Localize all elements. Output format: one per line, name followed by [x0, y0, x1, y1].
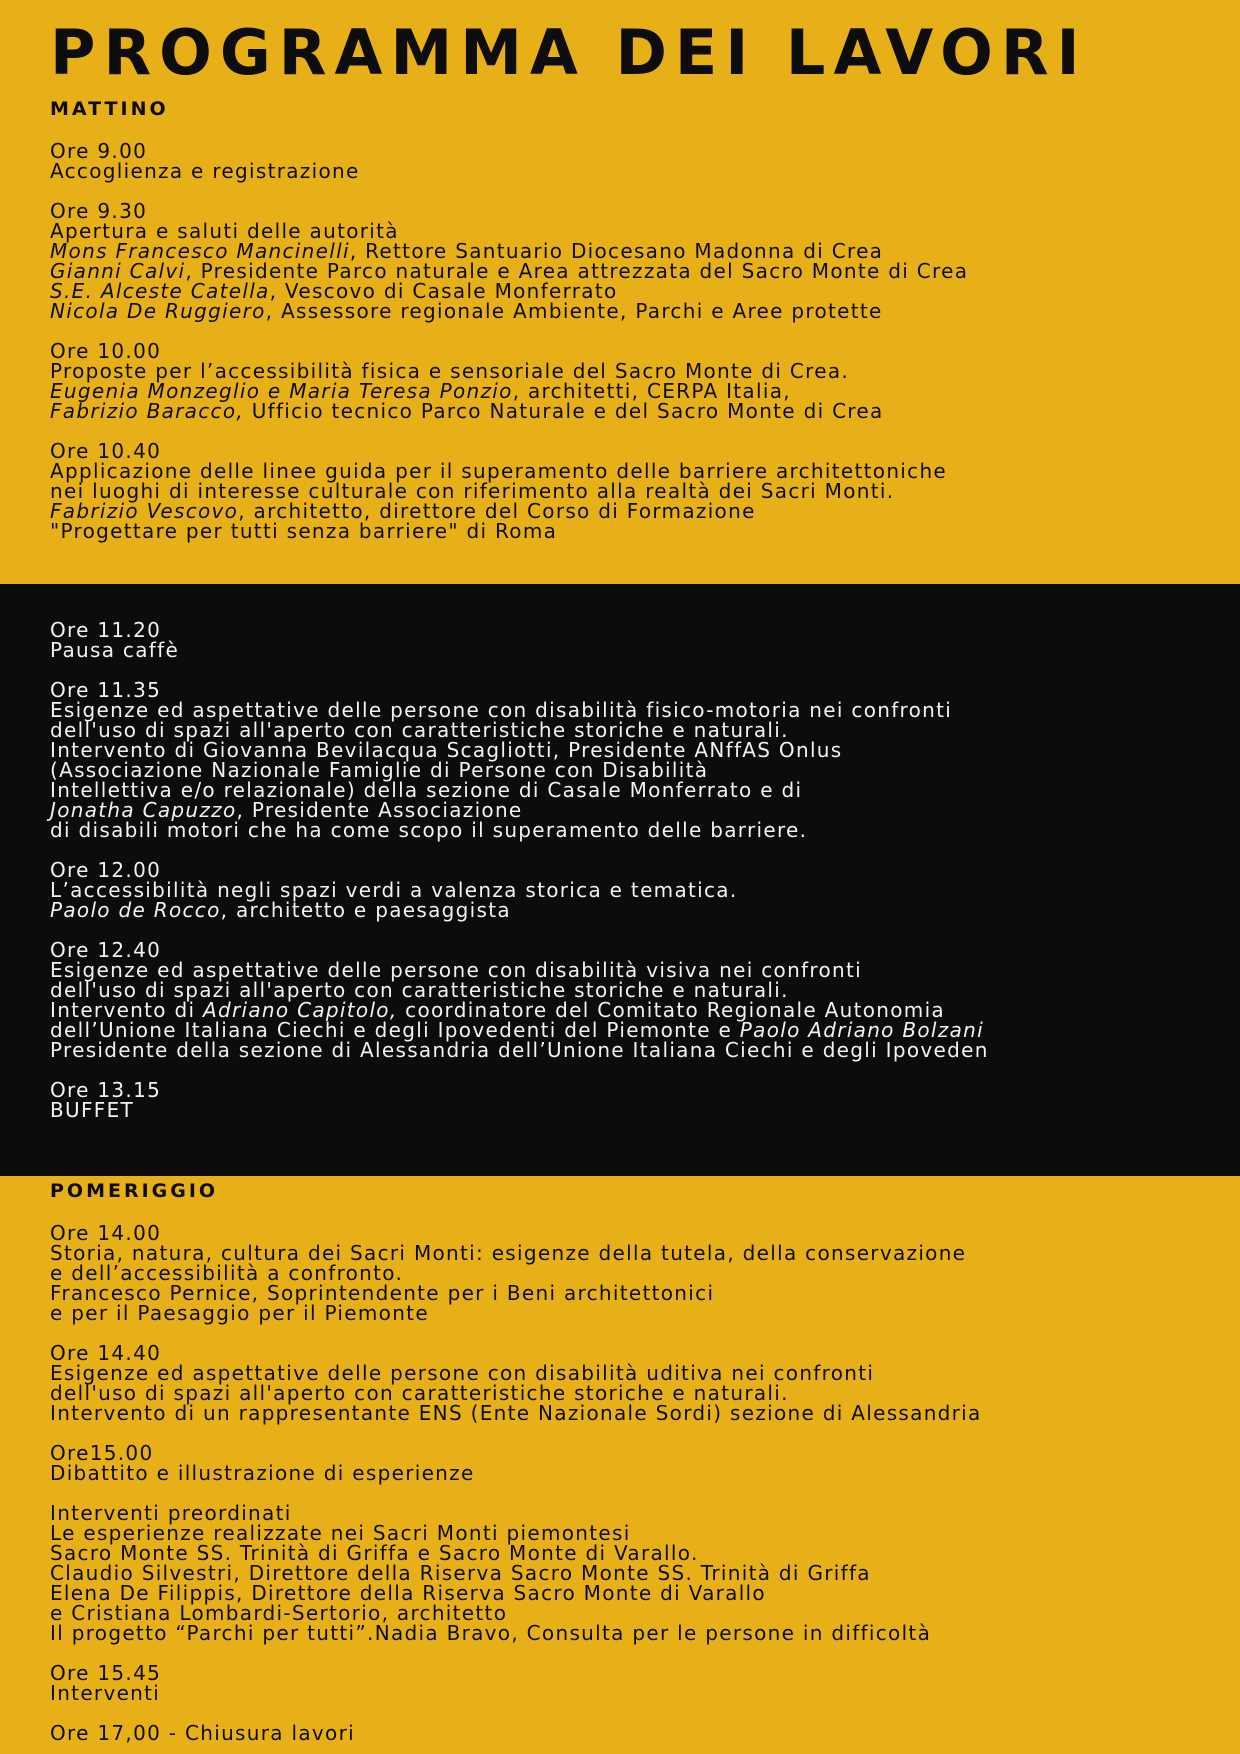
line-text: Claudio Silvestri, Direttore della Riserva Sacro Monte SS. Trinità di Griffa — [50, 1561, 871, 1585]
item-time: Interventi preordinati — [50, 1501, 292, 1525]
line-text: , Rettore Santuario Diocesano Madonna di Crea — [349, 239, 884, 263]
item-line — [50, 1403, 1240, 1423]
programme-item — [50, 1080, 1240, 1120]
line-text: L’accessibilità negli spazi verdi a valenza storica e tematica. — [50, 878, 738, 902]
item-time: Ore 14.00 — [50, 1221, 162, 1245]
line-text: Pausa caffè — [50, 638, 180, 662]
item-line — [50, 461, 1240, 481]
line-text: (Associazione Nazionale Famiglie di Persone con Disabilità — [50, 758, 709, 782]
speaker-name: Gianni Calvi — [50, 259, 186, 283]
programme-item — [50, 1223, 1240, 1323]
item-line — [50, 640, 1240, 660]
programme-item — [50, 1343, 1240, 1423]
item-time: Ore 9.00 — [50, 139, 148, 163]
item-line — [50, 1623, 1240, 1643]
page-title: PROGRAMMA DEI LAVORI — [50, 16, 1088, 89]
line-text: , Vescovo di Casale Monferrato — [269, 279, 618, 303]
item-time: Ore 11.20 — [50, 618, 162, 642]
item-time: Ore 17,00 - Chiusura lavori — [50, 1721, 355, 1745]
programme-item — [50, 1663, 1240, 1703]
item-time: Ore15.00 — [50, 1441, 154, 1465]
line-text: Ufficio tecnico Parco Naturale e del Sacro Monte di Crea — [244, 399, 884, 423]
item-line — [50, 1603, 1240, 1623]
line-text: Intervento di — [50, 998, 204, 1022]
speaker-name: Paolo de Rocco — [50, 898, 221, 922]
programme-item — [50, 680, 1240, 840]
line-text: nei luoghi di interesse culturale con riferimento alla realtà dei Sacri Monti. — [50, 479, 895, 503]
programme-item — [50, 1503, 1240, 1643]
programme-item — [50, 341, 1240, 421]
programme-item — [50, 441, 1240, 541]
line-text: , architetto e paesaggista — [220, 898, 511, 922]
item-line — [50, 401, 1240, 421]
line-text: Dibattito e illustrazione di esperienze — [50, 1461, 475, 1485]
item-line — [50, 1263, 1240, 1283]
item-line — [50, 1363, 1240, 1383]
line-text: Presidente della sezione di Alessandria dell’Unione Italiana Ciechi e degli Ipoveden — [50, 1038, 989, 1062]
item-line — [50, 241, 1240, 261]
line-text: Le esperienze realizzate nei Sacri Monti piemontesi — [50, 1521, 631, 1545]
line-text: , architetto, direttore del Corso di Formazione — [238, 499, 756, 523]
item-time: Ore 9.30 — [50, 199, 148, 223]
programme-item — [50, 201, 1240, 321]
item-line — [50, 820, 1240, 840]
speaker-name: Fabrizio Baracco, — [50, 399, 245, 423]
item-line — [50, 1463, 1240, 1483]
line-text: Il progetto “Parchi per tutti”.Nadia Bravo, Consulta per le persone in difficoltà — [50, 1621, 932, 1645]
item-line — [50, 1563, 1240, 1583]
item-line — [50, 1583, 1240, 1603]
line-text: e dell’accessibilità a confronto. — [50, 1261, 404, 1285]
item-time: Ore 15.45 — [50, 1661, 162, 1685]
speaker-name: Adriano Capitolo, — [203, 998, 398, 1022]
midday-items — [50, 620, 1240, 1120]
afternoon-items — [50, 1223, 1240, 1743]
line-text: dell'uso di spazi all'aperto con caratteristiche storiche e naturali. — [50, 1381, 789, 1405]
item-line — [50, 501, 1240, 521]
line-text: Intervento di Giovanna Bevilacqua Scagliotti, Presidente ANffAS Onlus — [50, 738, 843, 762]
line-text: Sacro Monte SS. Trinità di Griffa e Sacro Monte di Varallo. — [50, 1541, 699, 1565]
programme-item — [50, 940, 1240, 1060]
line-text: Elena De Filippis, Direttore della Riserva Sacro Monte di Varallo — [50, 1581, 766, 1605]
item-line — [50, 1100, 1240, 1120]
item-line — [50, 1383, 1240, 1403]
item-line — [50, 800, 1240, 820]
line-text: Intervento di un rappresentante ENS (Ente Nazionale Sordi) sezione di Alessandria — [50, 1401, 982, 1425]
item-line — [50, 381, 1240, 401]
item-line — [50, 221, 1240, 241]
line-text: Applicazione delle linee guida per il superamento delle barriere architettoniche — [50, 459, 948, 483]
line-text: Esigenze ed aspettative delle persone con disabilità fisico-motoria nei confronti — [50, 698, 953, 722]
item-line — [50, 1683, 1240, 1703]
item-time: Ore 12.40 — [50, 938, 162, 962]
line-text: "Progettare per tutti senza barriere" di Roma — [50, 519, 558, 543]
speaker-name: Fabrizio Vescovo — [50, 499, 239, 523]
morning-items — [50, 141, 1240, 541]
item-line — [50, 1283, 1240, 1303]
item-line — [50, 780, 1240, 800]
line-text: , architetti, CERPA Italia, — [512, 379, 791, 403]
item-time: Ore 11.35 — [50, 678, 162, 702]
line-text: , Assessore regionale Ambiente, Parchi e Aree protette — [265, 299, 883, 323]
item-line — [50, 720, 1240, 740]
line-text: coordinatore del Comitato Regionale Autonomia — [397, 998, 945, 1022]
speaker-name: Paolo Adriano Bolzani — [739, 1018, 984, 1042]
item-line — [50, 361, 1240, 381]
item-time: Ore 12.00 — [50, 858, 162, 882]
speaker-name: S.E. Alceste Catella — [50, 279, 270, 303]
line-text: BUFFET — [50, 1098, 135, 1122]
item-line — [50, 281, 1240, 301]
programme-item — [50, 620, 1240, 660]
line-text: Storia, natura, cultura dei Sacri Monti: esigenze della tutela, della conservazione — [50, 1241, 967, 1265]
item-line — [50, 521, 1240, 541]
item-line — [50, 261, 1240, 281]
item-line — [50, 980, 1240, 1000]
item-line — [50, 1040, 1240, 1060]
item-time: Ore 10.40 — [50, 439, 162, 463]
line-text: Accoglienza e registrazione — [50, 159, 360, 183]
item-line — [50, 880, 1240, 900]
afternoon-heading: POMERIGGIO — [50, 1180, 219, 1202]
afternoon-section — [0, 1176, 1240, 1754]
item-line — [50, 700, 1240, 720]
item-line — [50, 760, 1240, 780]
programme-item — [50, 1723, 1240, 1743]
line-text: Proposte per l’accessibilità fisica e sensoriale del Sacro Monte di Crea. — [50, 359, 850, 383]
item-line — [50, 161, 1240, 181]
line-text: , Presidente Parco naturale e Area attrezzata del Sacro Monte di Crea — [185, 259, 969, 283]
item-line — [50, 1243, 1240, 1263]
line-text: , Presidente Associazione — [236, 798, 523, 822]
line-text: dell'uso di spazi all'aperto con caratteristiche storiche e naturali. — [50, 978, 789, 1002]
speaker-name: Mons Francesco Mancinelli — [50, 239, 350, 263]
morning-section — [0, 0, 1240, 584]
item-line — [50, 1000, 1240, 1020]
line-text: e Cristiana Lombardi-Sertorio, architetto — [50, 1601, 508, 1625]
item-line — [50, 481, 1240, 501]
midday-section — [0, 584, 1240, 1176]
item-time: Ore 10.00 — [50, 339, 162, 363]
item-line — [50, 900, 1240, 920]
speaker-name: Eugenia Monzeglio e Maria Teresa Ponzio — [50, 379, 513, 403]
morning-heading: MATTINO — [50, 98, 169, 120]
programme-item — [50, 141, 1240, 181]
line-text: Intellettiva e/o relazionale) della sezione di Casale Monferrato e di — [50, 778, 803, 802]
line-text: Esigenze ed aspettative delle persone con disabilità uditiva nei confronti — [50, 1361, 875, 1385]
item-time: Ore 13.15 — [50, 1078, 162, 1102]
item-line — [50, 1020, 1240, 1040]
item-line — [50, 1523, 1240, 1543]
item-time: Ore 14.40 — [50, 1341, 162, 1365]
speaker-name: Nicola De Ruggiero — [50, 299, 266, 323]
line-text: Interventi — [50, 1681, 161, 1705]
item-line — [50, 301, 1240, 321]
item-line — [50, 740, 1240, 760]
speaker-name: Jonatha Capuzzo — [50, 798, 237, 822]
line-text: dell’Unione Italiana Ciechi e degli Ipovedenti del Piemonte e — [50, 1018, 740, 1042]
item-line — [50, 960, 1240, 980]
line-text: dell'uso di spazi all'aperto con caratteristiche storiche e naturali. — [50, 718, 789, 742]
line-text: e per il Paesaggio per il Piemonte — [50, 1301, 429, 1325]
programme-item — [50, 1443, 1240, 1483]
item-line — [50, 1543, 1240, 1563]
line-text: Apertura e saluti delle autorità — [50, 219, 399, 243]
line-text: Esigenze ed aspettative delle persone con disabilità visiva nei confronti — [50, 958, 862, 982]
line-text: di disabili motori che ha come scopo il superamento delle barriere. — [50, 818, 808, 842]
programme-item — [50, 860, 1240, 920]
line-text: Francesco Pernice, Soprintendente per i Beni architettonici — [50, 1281, 715, 1305]
item-line — [50, 1303, 1240, 1323]
